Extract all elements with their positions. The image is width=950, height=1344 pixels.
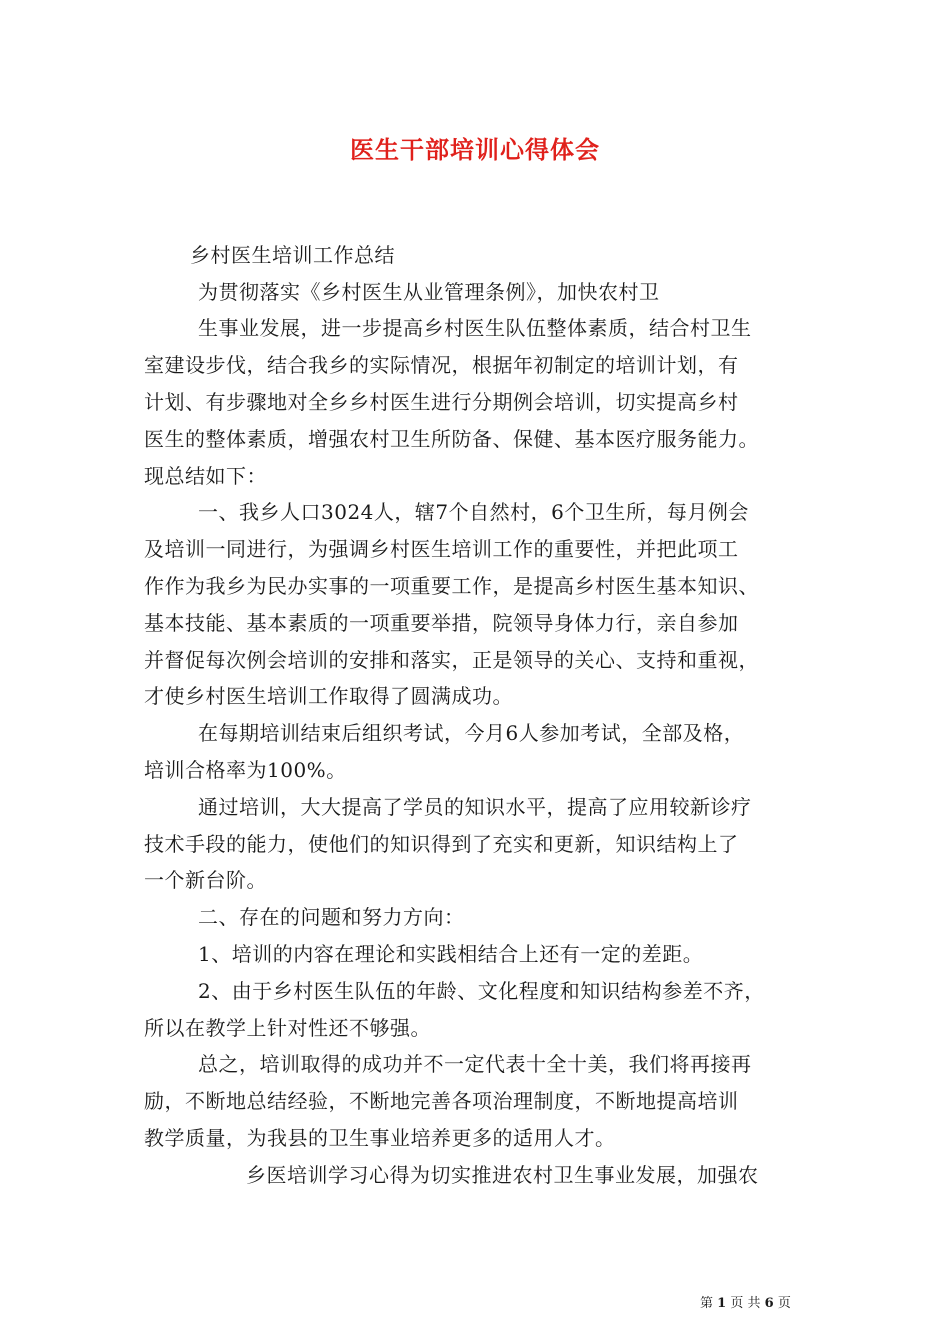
- body-line: 培训合格率为100%。: [144, 758, 347, 782]
- body-line: 医生的整体素质，增强农村卫生所防备、保健、基本医疗服务能力。: [144, 427, 759, 451]
- body-line: 所以在教学上针对性还不够强。: [144, 1016, 431, 1040]
- body-line: 生事业发展，进一步提高乡村医生队伍整体素质，结合村卫生: [198, 316, 752, 340]
- body-line: 及培训一同进行，为强调乡村医生培训工作的重要性，并把此项工: [144, 537, 739, 561]
- body-line: 通过培训，大大提高了学员的知识水平，提高了应用较新诊疗: [198, 795, 752, 819]
- body-line: 乡村医生培训工作总结: [190, 243, 395, 267]
- body-line: 室建设步伐，结合我乡的实际情况，根据年初制定的培训计划，有: [144, 353, 739, 377]
- body-line: 现总结如下：: [144, 464, 267, 488]
- body-line: 一个新台阶。: [144, 868, 267, 892]
- body-line: 基本技能、基本素质的一项重要举措，院领导身体力行，亲自参加: [144, 611, 739, 635]
- body-line: 才使乡村医生培训工作取得了圆满成功。: [144, 684, 513, 708]
- total-pages: 6: [764, 1296, 774, 1311]
- body-line: 总之，培训取得的成功并不一定代表十全十美，我们将再接再: [198, 1052, 752, 1076]
- page-number: [700, 1295, 791, 1313]
- page-middle: 页 共: [730, 1296, 761, 1311]
- document-title: 医生干部培训心得体会: [350, 135, 600, 164]
- body-line: 二、存在的问题和努力方向：: [198, 905, 465, 929]
- body-line: 作作为我乡为民办实事的一项重要工作，是提高乡村医生基本知识、: [144, 574, 759, 598]
- body-line: 一、我乡人口3024人，辖7个自然村，6个卫生所，每月例会: [198, 500, 749, 524]
- body-line: 励，不断地总结经验，不断地完善各项治理制度，不断地提高培训: [144, 1089, 739, 1113]
- current-page: 1: [717, 1296, 727, 1311]
- body-line: 2、由于乡村医生队伍的年龄、文化程度和知识结构参差不齐，: [198, 979, 765, 1003]
- body-line: 1、培训的内容在理论和实践相结合上还有一定的差距。: [198, 942, 704, 966]
- body-line: 技术手段的能力，使他们的知识得到了充实和更新，知识结构上了: [144, 832, 739, 856]
- page-prefix: 第: [700, 1296, 714, 1311]
- body-line: 乡医培训学习心得为切实推进农村卫生事业发展，加强农: [246, 1163, 759, 1187]
- body-line: 为贯彻落实《乡村医生从业管理条例》，加快农村卫: [198, 280, 660, 304]
- body-line: 教学质量，为我县的卫生事业培养更多的适用人才。: [144, 1126, 616, 1150]
- page-suffix: 页: [777, 1296, 791, 1311]
- body-line: 并督促每次例会培训的安排和落实，正是领导的关心、支持和重视，: [144, 648, 759, 672]
- body-line: 在每期培训结束后组织考试，今月6人参加考试，全部及格，: [198, 721, 745, 745]
- body-line: 计划、有步骤地对全乡乡村医生进行分期例会培训，切实提高乡村: [144, 390, 739, 414]
